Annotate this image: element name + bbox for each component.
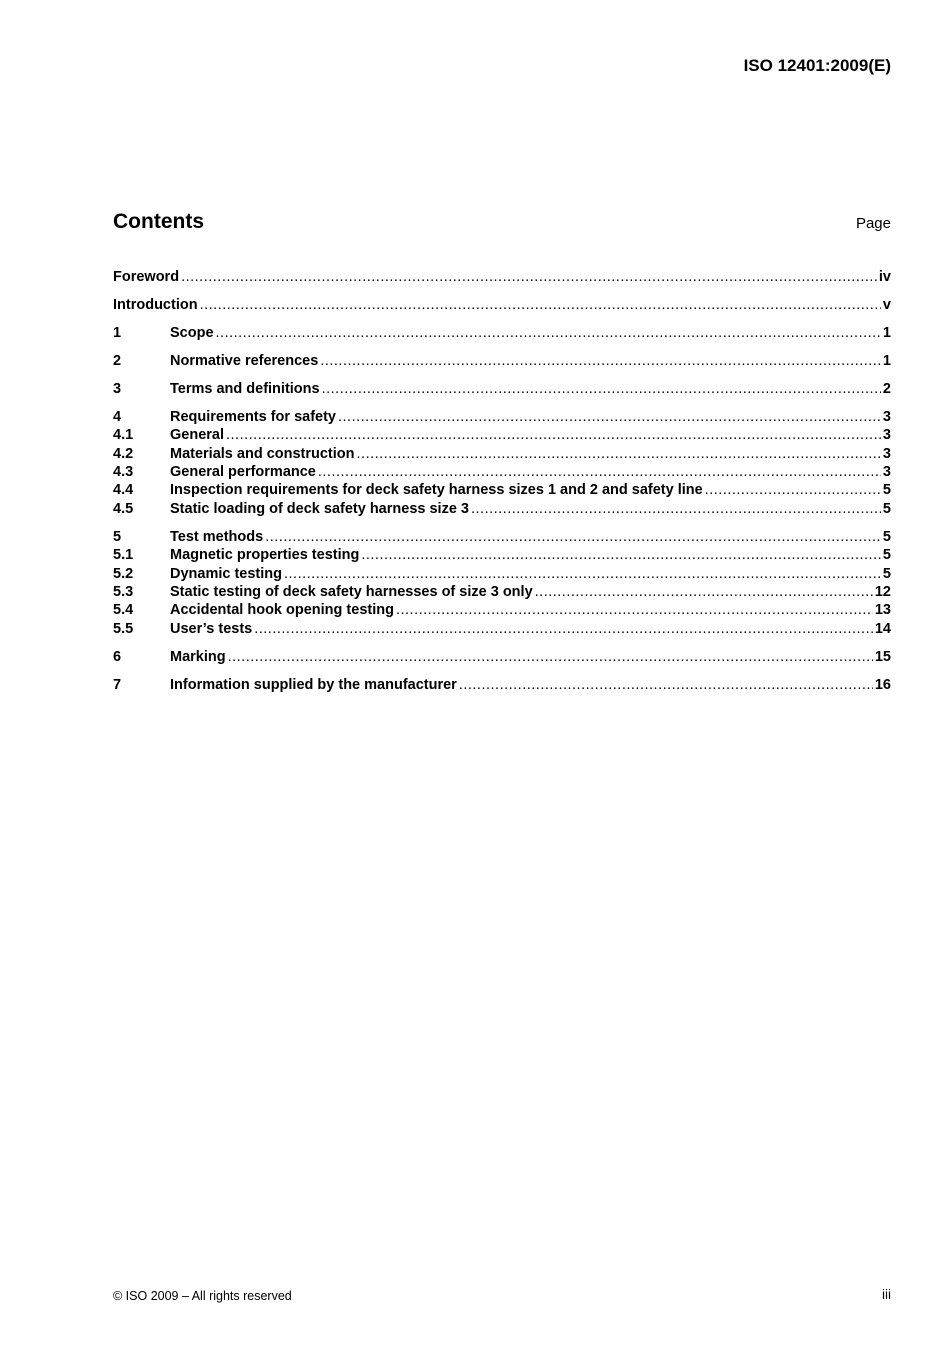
toc-entry-4[interactable] bbox=[113, 408, 891, 426]
toc-entry-title: User’s tests bbox=[170, 620, 253, 637]
toc-leader-dots bbox=[265, 528, 881, 546]
toc-entry-4-4[interactable] bbox=[113, 481, 891, 499]
toc-entry-6[interactable] bbox=[113, 648, 891, 666]
toc-leader-dots bbox=[181, 268, 877, 286]
contents-heading: Contents bbox=[113, 210, 204, 233]
toc-entry-title: Scope bbox=[170, 324, 214, 341]
toc-leader-dots bbox=[320, 352, 881, 370]
toc-leader-dots bbox=[396, 601, 873, 619]
toc-entry-4-5[interactable] bbox=[113, 500, 891, 518]
toc-entry-number: 4.3 bbox=[113, 464, 134, 481]
toc-leader-dots bbox=[318, 463, 881, 481]
toc-entry-number: 4.5 bbox=[113, 500, 134, 517]
toc-entry-page: 1 bbox=[882, 352, 891, 369]
toc-entry-page: 5 bbox=[882, 547, 891, 564]
toc-entry-3[interactable] bbox=[113, 380, 891, 398]
toc-entry-number: 4.1 bbox=[113, 427, 134, 444]
toc-entry-1[interactable] bbox=[113, 324, 891, 342]
toc-entry-page: 12 bbox=[874, 584, 891, 601]
toc-entry-page: 3 bbox=[882, 445, 891, 462]
toc-entry-page: 16 bbox=[874, 676, 891, 693]
toc-leader-dots bbox=[228, 648, 873, 666]
toc-leader-dots bbox=[459, 676, 873, 694]
toc-leader-dots bbox=[361, 546, 881, 564]
toc-leader-dots bbox=[200, 296, 881, 314]
page-number: iii bbox=[882, 1287, 891, 1302]
toc-entry-title: General bbox=[170, 427, 224, 444]
toc-entry-number: 2 bbox=[113, 352, 122, 369]
toc-entry-page: 3 bbox=[882, 464, 891, 481]
toc-entry-title: Inspection requirements for deck safety harness sizes 1 and 2 and safety line bbox=[170, 482, 703, 499]
toc-entry-page: 13 bbox=[874, 602, 891, 619]
document-id: ISO 12401:2009(E) bbox=[743, 56, 891, 75]
toc-entry-2[interactable] bbox=[113, 352, 891, 370]
toc-entry-number: 4.2 bbox=[113, 445, 134, 462]
toc-entry-5-3[interactable] bbox=[113, 583, 891, 601]
toc-leader-dots bbox=[284, 565, 881, 583]
toc-entry-title: Introduction bbox=[113, 296, 198, 313]
toc-leader-dots bbox=[357, 445, 881, 463]
toc-entry-5-1[interactable] bbox=[113, 546, 891, 564]
toc-entry-number: 5.3 bbox=[113, 584, 134, 601]
toc-entry-introduction[interactable] bbox=[113, 296, 891, 314]
toc-entry-page: 3 bbox=[882, 408, 891, 425]
toc-entry-7[interactable] bbox=[113, 676, 891, 694]
toc-entry-number: 1 bbox=[113, 324, 122, 341]
toc-entry-title: Magnetic properties testing bbox=[170, 547, 360, 564]
toc-entry-title: Materials and construction bbox=[170, 445, 355, 462]
toc-entry-page: iv bbox=[878, 269, 891, 285]
toc-entry-page: 15 bbox=[874, 648, 891, 665]
page-column-label: Page bbox=[855, 215, 891, 232]
toc-entry-foreword[interactable] bbox=[113, 268, 891, 286]
toc-entry-page: 14 bbox=[874, 620, 891, 637]
toc-leader-dots bbox=[216, 324, 881, 342]
toc-entry-title: Accidental hook opening testing bbox=[170, 602, 394, 619]
toc-entry-4-1[interactable] bbox=[113, 426, 891, 444]
toc-entry-number: 6 bbox=[113, 648, 122, 665]
toc-leader-dots bbox=[471, 500, 881, 518]
toc-entry-number: 5.2 bbox=[113, 565, 134, 582]
copyright-notice: © ISO 2009 – All rights reserved bbox=[113, 1289, 292, 1303]
table-of-contents bbox=[113, 268, 891, 694]
toc-entry-5[interactable] bbox=[113, 528, 891, 546]
toc-entry-title: Foreword bbox=[113, 269, 180, 285]
toc-entry-title: Static testing of deck safety harnesses of size 3 only bbox=[170, 584, 533, 601]
toc-entry-title: Terms and definitions bbox=[170, 380, 320, 397]
toc-entry-page: 2 bbox=[882, 380, 891, 397]
toc-leader-dots bbox=[535, 583, 873, 601]
toc-entry-title: Dynamic testing bbox=[170, 565, 282, 582]
toc-entry-5-2[interactable] bbox=[113, 565, 891, 583]
toc-entry-title: Information supplied by the manufacturer bbox=[170, 676, 457, 693]
toc-entry-number: 3 bbox=[113, 380, 122, 397]
toc-entry-number: 4 bbox=[113, 408, 122, 425]
toc-leader-dots bbox=[338, 408, 881, 426]
toc-leader-dots bbox=[226, 426, 881, 444]
toc-entry-5-5[interactable] bbox=[113, 620, 891, 638]
toc-leader-dots bbox=[254, 620, 873, 638]
toc-entry-title: General performance bbox=[170, 464, 316, 481]
toc-entry-page: 1 bbox=[882, 324, 891, 341]
toc-entry-page: 5 bbox=[882, 565, 891, 582]
toc-entry-4-2[interactable] bbox=[113, 445, 891, 463]
toc-entry-number: 5.4 bbox=[113, 602, 134, 619]
toc-entry-page: 5 bbox=[882, 528, 891, 545]
toc-entry-5-4[interactable] bbox=[113, 601, 891, 619]
toc-entry-number: 5 bbox=[113, 528, 122, 545]
toc-entry-number: 7 bbox=[113, 676, 122, 693]
toc-entry-number: 4.4 bbox=[113, 482, 134, 499]
toc-entry-number: 5.5 bbox=[113, 620, 134, 637]
toc-entry-4-3[interactable] bbox=[113, 463, 891, 481]
toc-entry-title: Requirements for safety bbox=[170, 408, 336, 425]
toc-entry-title: Marking bbox=[170, 648, 226, 665]
toc-entry-number: 5.1 bbox=[113, 547, 134, 564]
toc-entry-page: v bbox=[882, 296, 891, 313]
toc-entry-title: Normative references bbox=[170, 352, 319, 369]
toc-entry-title: Static loading of deck safety harness size 3 bbox=[170, 500, 469, 517]
toc-leader-dots bbox=[322, 380, 881, 398]
toc-entry-page: 5 bbox=[882, 500, 891, 517]
toc-entry-title: Test methods bbox=[170, 528, 264, 545]
toc-entry-page: 5 bbox=[882, 482, 891, 499]
toc-leader-dots bbox=[705, 481, 881, 499]
toc-entry-page: 3 bbox=[882, 427, 891, 444]
